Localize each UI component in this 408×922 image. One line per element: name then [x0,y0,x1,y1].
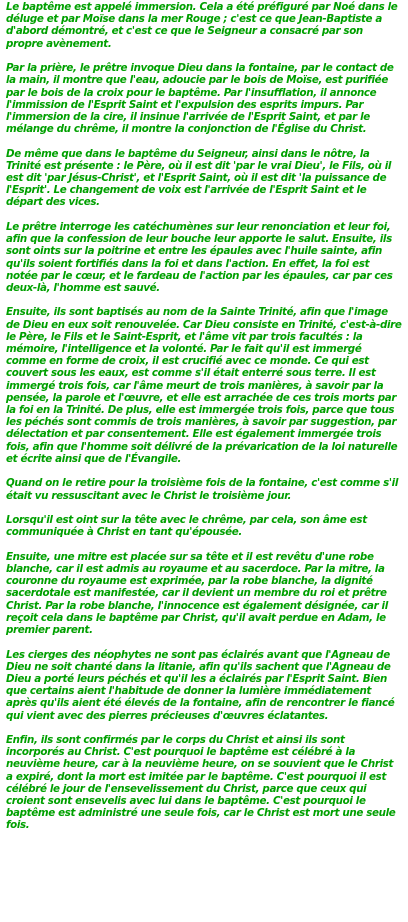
paragraph-catechumenes: Le prêtre interroge les catéchumènes sur leur renonciation et leur foi, afin que la confession de leur bouche leur apporte le salut. Ensuite, ils sont oints sur la poitrine et entre les épaules avec l'huile sainte, afin qu'ils soient fortifiés dans la foi et dans l'action. En effet, la foi est notée par le cœur, et le fardeau de l'action par les épaules, car par ces deux-là, l'homme est sauvé. [6,220,393,294]
paragraph-chreme: Lorsqu'il est oint sur la tête avec le chrême, par cela, son âme est communiquée à Christ en tant qu'épousée. [6,514,367,539]
paragraph-troisieme-fois: Quand on le retire pour la troisième fois de la fontaine, c'est comme s'il était vu ressuscitant avec le Christ le troisième jour. [6,477,399,502]
paragraph-cierges: Les cierges des néophytes ne sont pas éclairés avant que l'Agneau de Dieu ne soit chanté dans la litanie, afin qu'ils sachent que l'Agneau de Dieu a porté leurs péchés et qu'il les a éclairés par l'Esprit Saint. Bien que certains aient l'habitude de donner la lumière immédiatement après qu'ils aient été élevés de la fontaine, afin de rencontrer le fiancé qui vient avec des pierres précieuses d'œuvres éclatantes. [6,648,395,722]
paragraph-sainte-trinite: Ensuite, ils sont baptisés au nom de la Sainte Trinité, afin que l'image de Dieu en eux soit renouvelée. Car Dieu consiste en Trinité, c'est-à-dire le Père, le Fils et le Saint-Esprit, et l'âme vit par trois facultés : la mémoire, l'intelligence et la volonté. Par le fait qu'il est immergé comme en forme de croix, il est crucifié avec ce monde. Ce qui est couvert sous les eaux, est comme s'il était enterré sous terre. Il est immergé trois fois, car l'âme meurt de trois manières, à savoir par la pensée, la parole et l'œuvre, et elle est arrachée de ces trois morts par la foi en la Trinité. De plus, elle est immergée trois fois, parce que tous les péchés sont commis de trois manières, à savoir par suggestion, par délectation et par consentement. Elle est également immergée trois fois, afin que l'homme soit délivré de la prévarication de la loi naturelle et écrite ainsi que de l'Évangile. [6,306,402,465]
paragraph-confirmation: Enfin, ils sont confirmés par le corps du Christ et ainsi ils sont incorporés au Christ. C'est pourquoi le baptême est célébré à la neuvième heure, car à la neuvième heure, on se souvient que le Christ a expiré, dont la mort est imitée par le baptême. C'est pourquoi il est célébré le jour de l'ensevelissement du Christ, parce que ceux qui croient sont ensevelis avec lui dans le baptême. C'est pourquoi le baptême est administré une seule fois, car le Christ est mort une seule fois. [6,734,396,832]
paragraph-mitre: Ensuite, une mitre est placée sur sa tête et il est revêtu d'une robe blanche, car il est admis au royaume et au sacerdoce. Par la mitre, la couronne du royaume est exprimée, par la robe blanche, la dignité sacerdotale est manifestée, car il devient un membre du roi et prêtre Christ. Par la robe blanche, l'innocence est également désignée, car il reçoit cela dans le baptême par Christ, qu'il avait perdue en Adam, le premier parent. [6,550,388,637]
paragraph-trinite: De même que dans le baptême du Seigneur, ainsi dans le nôtre, la Trinité est présente : le Père, où il est dit 'par le vrai Dieu', le Fils, où il est dit 'par Jésus-Christ', et l'Esprit Saint, où il est dit 'la puissance de l'Esprit'. Le changement de voix est l'arrivée de l'Esprit Saint et le départ des vices. [6,147,392,209]
paragraph-immersion: Le baptême est appelé immersion. Cela a été préfiguré par Noé dans le déluge et par Moïse dans la mer Rouge ; c'est ce que Jean-Baptiste a d'abord démontré, et c'est ce que le Seigneur a consacré par son propre avènement. [6,1,398,50]
paragraph-priere: Par la prière, le prêtre invoque Dieu dans la fontaine, par le contact de la main, il montre que l'eau, adoucie par le bois de Moïse, est purifiée par le bois de la croix pour le baptême. Par l'insufflation, il annonce l'immission de l'Esprit Saint et l'expulsion des esprits impurs. Par l'immersion de la cire, il insinue l'arrivée de l'Esprit Saint, et par le mélange du chrême, il montre la conjonction de l'Église du Christ. [6,62,394,136]
